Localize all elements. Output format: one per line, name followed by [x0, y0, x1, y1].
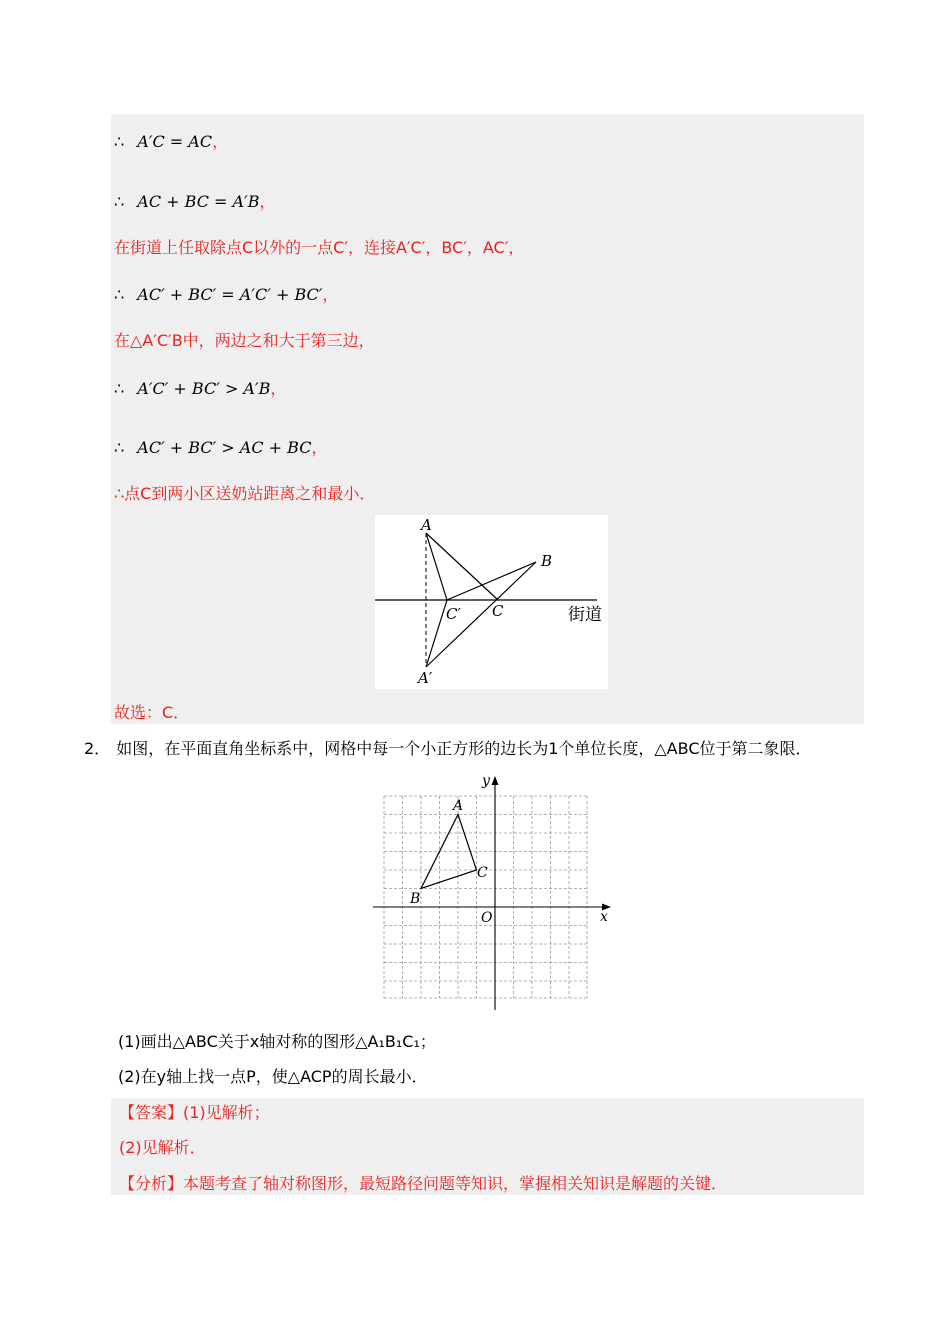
vertex-label-A: A — [453, 798, 464, 814]
therefore-symbol: ∴ — [114, 285, 125, 304]
vertex-label-C: C — [477, 865, 488, 881]
math-expression: A′C′ + BC′ > A′B — [137, 379, 271, 398]
solution-line-3: 在街道上任取除点C以外的一点C′，连接A′C′，BC′，AC′， — [114, 238, 525, 257]
choice-line: 故选：C． — [114, 703, 190, 722]
solution-line-4: ∴ AC′ + BC′ = A′C′ + BC′， — [114, 285, 339, 304]
label-A: A — [421, 516, 432, 534]
label-A-prime: A′ — [418, 669, 433, 687]
question-part-2: (2)在y轴上找一点P，使△ACP的周长最小． — [118, 1067, 428, 1086]
math-expression: AC′ + BC′ > AC + BC — [137, 438, 312, 457]
solution-line-7: ∴ AC′ + BC′ > AC + BC， — [114, 438, 328, 457]
street-label: 街道 — [568, 605, 602, 625]
therefore-symbol: ∴ — [114, 192, 125, 211]
coordinate-figure — [368, 770, 614, 1014]
vertex-label-B: B — [410, 891, 421, 907]
solution-line-6: ∴ A′C′ + BC′ > A′B， — [114, 379, 287, 398]
label-C-prime: C′ — [446, 605, 461, 623]
y-axis-arrow-icon — [492, 776, 499, 785]
math-expression: A′C = AC — [137, 132, 213, 151]
street-diagram — [375, 515, 608, 689]
therefore-symbol: ∴ — [114, 132, 125, 151]
x-axis-label: x — [600, 909, 608, 925]
origin-label: O — [481, 910, 493, 926]
question-text: 如图，在平面直角坐标系中，网格中每一个小正方形的边长为1个单位长度，△ABC位于第二象限． — [116, 739, 812, 758]
question-2 — [84, 739, 812, 759]
question-part-1: (1)画出△ABC关于x轴对称的图形△A₁B₁C₁； — [118, 1032, 436, 1051]
analysis-line: 【分析】本题考查了轴对称图形，最短路径问题等知识，掌握相关知识是解题的关键． — [119, 1174, 728, 1193]
label-C: C — [492, 602, 504, 620]
therefore-symbol: ∴ — [114, 438, 125, 457]
solution-line-1: ∴ A′C = AC， — [114, 132, 229, 151]
solution-line-5: 在△A′C′B中，两边之和大于第三边， — [114, 331, 375, 350]
question-number: 2． — [84, 739, 111, 758]
y-axis-label: y — [482, 773, 490, 789]
answer-line-1: 【答案】(1)见解析； — [119, 1103, 270, 1122]
solution-line-2: ∴ AC + BC = A′B， — [114, 192, 276, 211]
coordinate-grid-diagram — [368, 770, 614, 1014]
therefore-symbol: ∴ — [114, 379, 125, 398]
answer-line-2: (2)见解析． — [119, 1138, 206, 1157]
math-expression: AC + BC = A′B — [137, 192, 260, 211]
solution-line-8: ∴点C到两小区送奶站距离之和最小． — [114, 484, 376, 503]
street-figure — [375, 515, 608, 689]
math-expression: AC′ + BC′ = A′C′ + BC′ — [137, 285, 323, 304]
label-B: B — [541, 552, 553, 570]
